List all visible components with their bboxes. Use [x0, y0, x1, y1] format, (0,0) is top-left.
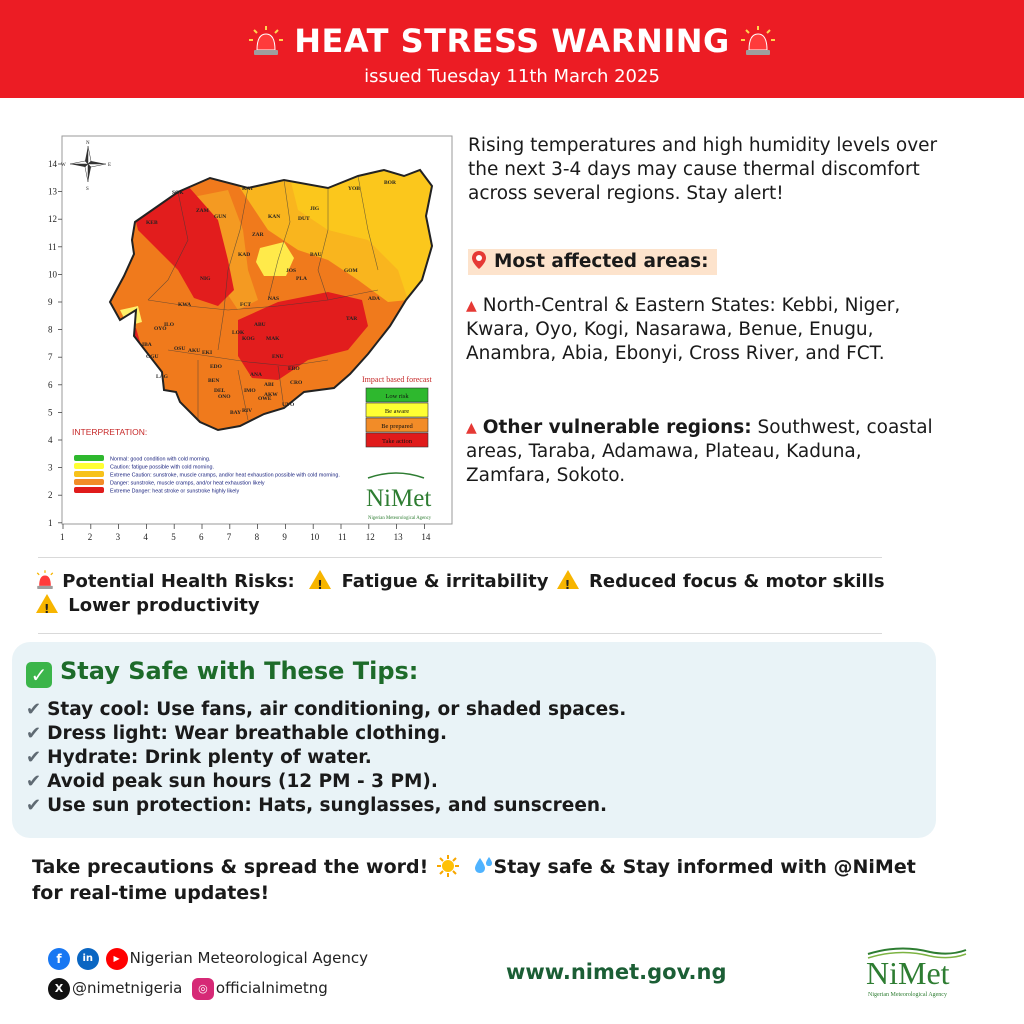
state-label: LAG — [156, 374, 168, 380]
other-vulnerable-regions — [466, 416, 946, 488]
state-label: KOG — [242, 336, 255, 342]
primary-affected-text: North-Central & Eastern States: Kebbi, Niger, Kwara, Oyo, Kogi, Nasarawa, Benue, Enugu, Anambra, Abia, Ebonyi, Cross River, and FCT. — [466, 295, 901, 364]
state-label: BAY — [230, 410, 242, 416]
risk-item: Lower productivity — [68, 595, 260, 616]
twitter-handle[interactable]: @nimetnigeria — [72, 979, 183, 997]
nimet-logo-sub: Nigerian Meteorological Agency — [868, 992, 947, 998]
state-label: GOM — [344, 268, 358, 274]
state-label: OWE — [258, 396, 272, 402]
interpretation-swatch — [74, 471, 104, 477]
check-mark-icon: ✔ — [26, 747, 42, 768]
tip-text: Use sun protection: Hats, sunglasses, and sunscreen. — [47, 795, 608, 816]
tip-text: Avoid peak sun hours (12 PM - 3 PM). — [47, 771, 438, 792]
tips-title — [26, 656, 418, 688]
state-label: ABU — [254, 322, 266, 328]
svg-text:N: N — [86, 141, 90, 146]
check-mark-icon: ✔ — [26, 795, 42, 816]
tip-item — [26, 794, 626, 818]
instagram-icon[interactable]: ◎ — [192, 978, 214, 1000]
state-label: FCT — [240, 302, 251, 308]
y-tick-label: 7 — [48, 352, 53, 363]
y-tick-label: 2 — [48, 490, 53, 501]
state-label: ZAR — [252, 232, 264, 238]
x-twitter-icon[interactable]: X — [48, 978, 70, 1000]
legend-title: Impact based forecast — [362, 375, 432, 384]
risk-item: Reduced focus & motor skills — [589, 571, 885, 592]
state-label: ILO — [164, 322, 175, 328]
svg-text:W: W — [61, 163, 66, 168]
y-tick-label: 1 — [48, 517, 53, 528]
state-label: CRO — [290, 380, 303, 386]
map-logo-sub: Nigerian Meteorological Agency — [368, 516, 432, 521]
interpretation-label: Normal: good condition with cold morning. — [110, 456, 211, 463]
legend-label: Be aware — [384, 408, 410, 415]
tip-text: Stay cool: Use fans, air conditioning, or shaded spaces. — [47, 699, 627, 720]
x-tick-label: 8 — [254, 532, 260, 542]
footer-note — [32, 854, 952, 906]
website-link[interactable]: www.nimet.gov.ng — [506, 960, 727, 984]
instagram-handle[interactable]: officialnimetng — [215, 979, 328, 997]
intro-text: Rising temperatures and high humidity levels over the next 3-4 days may cause thermal discomfort across several regions. Stay alert! — [468, 135, 938, 204]
social-row-handles — [48, 976, 328, 1000]
tip-item — [26, 722, 626, 746]
state-label: BEN — [208, 378, 220, 384]
state-label: ADA — [368, 296, 380, 302]
tip-item — [26, 746, 626, 770]
linkedin-icon[interactable]: in — [77, 948, 99, 970]
state-label: AKW — [264, 392, 278, 398]
header-banner — [0, 0, 1024, 98]
x-tick-label: 3 — [115, 532, 121, 542]
state-label: RIV — [242, 408, 253, 414]
x-tick-label: 9 — [282, 532, 287, 542]
footer-note-b: Stay safe & Stay informed with @NiMet for real-time updates! — [32, 856, 916, 904]
map-x-axis — [60, 524, 431, 542]
state-label: PLA — [296, 276, 307, 282]
y-tick-label: 14 — [48, 159, 57, 169]
tips-list — [26, 698, 626, 818]
state-label: KAD — [238, 252, 251, 258]
interpretation-label: Danger: sunstroke, muscle cramps, and/or heat exhaustion likely — [110, 480, 265, 487]
divider — [38, 557, 882, 558]
sweat-droplets-icon — [474, 856, 494, 876]
social-row-agency — [48, 946, 368, 970]
tip-text: Hydrate: Drink plenty of water. — [47, 747, 372, 768]
divider — [38, 633, 882, 634]
x-tick-label: 1 — [60, 532, 65, 542]
siren-icon — [249, 26, 283, 56]
interpretation-label: Extreme Caution: sunstroke, muscle cramps, and/or heat exhaustion possible with cold morning. — [110, 472, 340, 479]
risk-item: Fatigue & irritability — [341, 571, 549, 592]
interpretation-swatch — [74, 463, 104, 469]
warning-icon — [557, 570, 579, 589]
state-label: EDO — [210, 364, 222, 370]
check-box-icon: ✓ — [26, 662, 52, 688]
other-vulnerable-label: Other vulnerable regions: — [482, 417, 752, 438]
state-label: EBO — [288, 366, 300, 372]
state-label: KAN — [268, 214, 281, 220]
y-tick-label: 11 — [48, 241, 57, 252]
y-tick-label: 9 — [48, 297, 53, 307]
legend-label: Take action — [381, 438, 413, 445]
x-tick-label: 7 — [226, 532, 232, 542]
state-label: OSU — [174, 346, 186, 352]
state-label: NAS — [268, 296, 280, 302]
footer-note-a: Take precautions & spread the word! — [32, 856, 429, 878]
y-tick-label: 6 — [48, 379, 53, 390]
state-label: ANA — [250, 372, 262, 378]
interpretation-swatch — [74, 479, 104, 485]
state-label: DUT — [298, 216, 310, 222]
state-label: ONO — [218, 394, 231, 400]
state-label: ZAM — [196, 208, 209, 214]
x-tick-label: 6 — [199, 532, 204, 542]
sun-icon — [437, 855, 459, 877]
legend-label: Be prepared — [381, 423, 413, 430]
state-label: TAR — [346, 316, 358, 322]
x-tick-label: 14 — [421, 532, 431, 542]
interpretation-label: Extreme Danger: heat stroke or sunstroke highly likely — [110, 488, 240, 495]
x-tick-label: 5 — [171, 532, 176, 542]
x-tick-label: 2 — [87, 532, 93, 542]
y-tick-label: 5 — [48, 407, 53, 418]
state-label: YOB — [348, 186, 360, 192]
state-label: ABI — [264, 382, 274, 388]
state-label: KWA — [178, 302, 192, 308]
interpretation-title: INTERPRETATION: — [72, 427, 148, 437]
nimet-logo — [860, 946, 972, 1000]
warning-title-text: HEAT STRESS WARNING — [294, 22, 730, 60]
state-label: BAU — [310, 252, 322, 258]
x-tick-label: 4 — [143, 532, 148, 542]
y-tick-label: 3 — [48, 462, 53, 473]
most-affected-heading-text: Most affected areas: — [494, 251, 709, 272]
map-pin-icon — [470, 250, 488, 270]
tips-title-text: Stay Safe with These Tips: — [60, 657, 419, 685]
state-label: EKI — [202, 350, 213, 356]
heat-risk-map — [28, 130, 458, 550]
state-label: ENU — [272, 354, 284, 360]
warning-title — [0, 22, 1024, 60]
state-label: AKU — [188, 348, 201, 354]
state-label: UYO — [282, 402, 295, 408]
other-vulnerable-text: Southwest, coastal areas, Taraba, Adamawa, Plateau, Kaduna, Zamfara, Sokoto. — [466, 417, 933, 486]
svg-text:S: S — [86, 187, 89, 192]
nimet-logo-text: NiMet — [866, 955, 950, 991]
y-tick-label: 4 — [48, 435, 53, 445]
warning-icon — [36, 594, 58, 613]
issue-date: issued Tuesday 11th March 2025 — [364, 66, 660, 87]
svg-text:E: E — [108, 163, 112, 168]
state-label: IMO — [244, 388, 256, 394]
tip-item — [26, 770, 626, 794]
red-triangle-icon: ▲ — [466, 298, 477, 314]
map-y-axis — [48, 159, 62, 528]
x-tick-label: 12 — [365, 532, 375, 542]
check-mark-icon: ✔ — [26, 723, 42, 744]
legend-label: Low risk — [385, 393, 409, 400]
state-label: DEL — [214, 388, 226, 394]
y-tick-label: 12 — [48, 214, 57, 225]
x-tick-label: 13 — [393, 532, 403, 542]
state-label: BOR — [384, 180, 396, 186]
interpretation-swatch — [74, 487, 104, 493]
check-mark-icon: ✔ — [26, 771, 42, 792]
state-label: KAT — [242, 186, 254, 192]
health-risks-label: Potential Health Risks: — [62, 571, 295, 592]
warning-icon — [309, 570, 331, 589]
interpretation-label: Caution: fatigue possible with cold morning. — [110, 464, 214, 471]
y-tick-label: 8 — [48, 324, 53, 335]
interpretation-swatch — [74, 455, 104, 461]
x-tick-label: 11 — [338, 532, 347, 542]
state-label: NIG — [200, 276, 211, 282]
state-label: JOS — [286, 268, 297, 274]
y-tick-label: 10 — [48, 269, 57, 280]
x-tick-label: 10 — [310, 532, 320, 542]
state-label: OYO — [154, 326, 167, 332]
siren-icon — [741, 26, 775, 56]
most-affected-heading — [468, 249, 717, 275]
state-label: JIG — [310, 206, 320, 212]
tip-text: Dress light: Wear breathable clothing. — [47, 723, 447, 744]
facebook-icon[interactable]: f — [48, 948, 70, 970]
state-label: GUN — [214, 214, 227, 220]
y-tick-label: 13 — [48, 186, 57, 197]
tip-item — [26, 698, 626, 722]
health-risks — [34, 570, 914, 618]
check-mark-icon: ✔ — [26, 699, 42, 720]
siren-icon — [34, 570, 56, 590]
youtube-icon[interactable]: ▶ — [106, 948, 128, 970]
state-label: IBA — [142, 342, 152, 348]
state-label: OGU — [146, 354, 159, 360]
state-label: KEB — [146, 220, 158, 226]
agency-name[interactable]: Nigerian Meteorological Agency — [129, 949, 369, 967]
state-label: LOK — [232, 330, 245, 336]
state-label: MAK — [266, 336, 280, 342]
red-triangle-icon: ▲ — [466, 420, 477, 436]
primary-affected-areas — [466, 294, 946, 366]
state-label: SOK — [172, 190, 184, 196]
map-logo-text: NiMet — [366, 485, 432, 512]
